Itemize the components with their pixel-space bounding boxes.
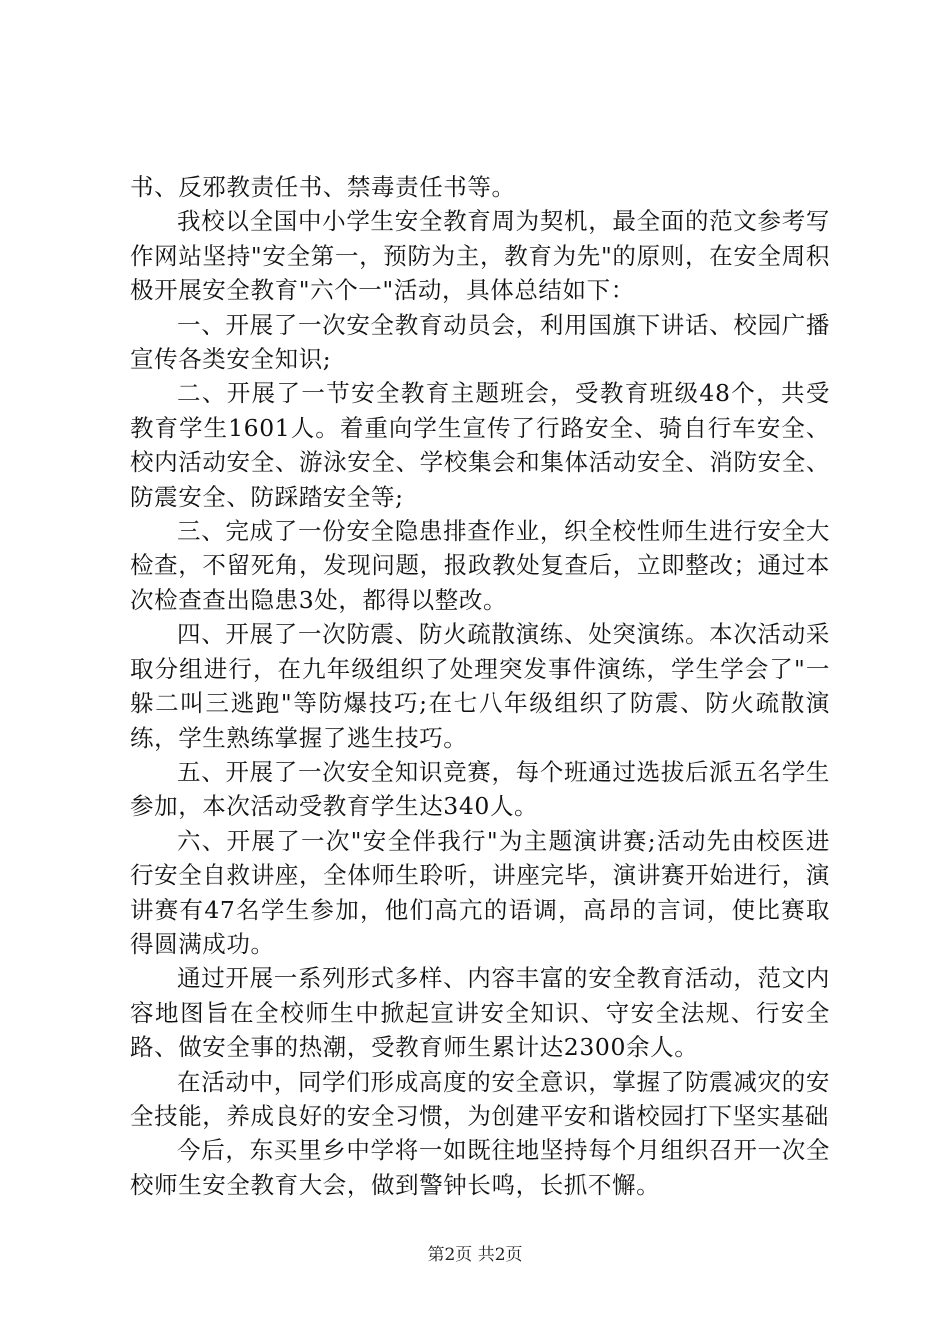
- paragraph-outcome: 在活动中，同学们形成高度的安全意识，掌握了防震减灾的安全技能，养成良好的安全习惯，为创建平安和谐校园打下坚实基础: [130, 1067, 830, 1130]
- paragraph-item-4: 四、开展了一次防震、防火疏散演练、处突演练。本次活动采取分组进行，在九年级组织了处理突发事件演练，学生学会了"一躲二叫三逃跑"等防爆技巧;在七八年级组织了防震、防火疏散演练，学生熟练掌握了逃生技巧。: [130, 620, 830, 752]
- paragraph-item-3: 三、完成了一份安全隐患排查作业，织全校性师生进行安全大检查，不留死角，发现问题，报政教处复查后，立即整改；通过本次检查查出隐患3处，都得以整改。: [130, 517, 830, 614]
- paragraph-continuation: 书、反邪教责任书、禁毒责任书等。: [130, 173, 516, 201]
- document-body: [130, 170, 830, 1202]
- paragraph-intro: 我校以全国中小学生安全教育周为契机，最全面的范文参考写作网站坚持"安全第一，预防为主，教育为先"的原则，在安全周积极开展安全教育"六个一"活动，具体总结如下：: [130, 207, 830, 305]
- paragraph-item-2: 二、开展了一节安全教育主题班会，受教育班级48个，共受教育学生1601人。着重向学生宣传了行路安全、骑自行车安全、校内活动安全、游泳安全、学校集会和集体活动安全、消防安全、防震安全、防踩踏安全等;: [130, 379, 830, 511]
- paragraph-future: 今后，东买里乡中学将一如既往地坚持每个月组织召开一次全校师生安全教育大会，做到警钟长鸣，长抓不懈。: [130, 1136, 830, 1199]
- paragraph-item-6: 六、开展了一次"安全伴我行"为主题演讲赛;活动先由校医进行安全自救讲座，全体师生聆听，讲座完毕，演讲赛开始进行，演讲赛有47名学生参加，他们高亢的语调，高昂的言词，使比赛取得圆满成功。: [130, 826, 830, 958]
- paragraph-item-5: 五、开展了一次安全知识竞赛，每个班通过选拔后派五名学生参加，本次活动受教育学生达340人。: [130, 757, 830, 821]
- paragraph-summary: 通过开展一系列形式多样、内容丰富的安全教育活动，范文内容地图旨在全校师生中掀起宣讲安全知识、守安全法规、行安全路、做安全事的热潮，受教育师生累计达2300余人。: [130, 964, 830, 1062]
- page-footer: 第2页 共2页: [427, 1245, 523, 1265]
- paragraph-item-1: 一、开展了一次安全教育动员会，利用国旗下讲话、校园广播宣传各类安全知识;: [130, 310, 830, 374]
